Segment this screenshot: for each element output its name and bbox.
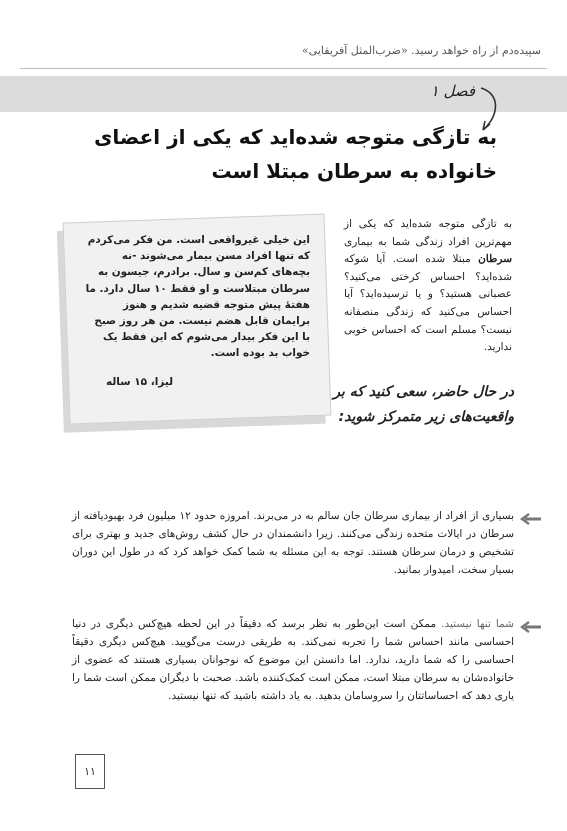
bullet-item	[72, 615, 514, 705]
epigraph: سپیده‌دم از راه خواهد رسید. «ضرب‌المثل آفریقایی»	[301, 44, 541, 57]
quote-signature: لیزا، ۱۵ ساله	[106, 376, 174, 388]
page-number: ۱۱	[75, 754, 105, 789]
arrow-left-icon	[520, 513, 542, 525]
intro-after: مبتلا شده است. آیا شوکه شده‌اید؟ احساس کرختی می‌کنید؟ عصبانی هستید؟ و یا ترسیده‌اید؟ آیا احساس می‌کنید که زندگی منصفانه نیست؟ مسلم است که احساس خوبی ندارید.	[344, 253, 512, 354]
bullet-text: بسیاری از افراد از بیماری سرطان جان سالم به در می‌برند. امروزه حدود ۱۲ میلیون فرد بهبودیافته از سرطان در ایالات متحده زندگی می‌کنند. زیرا دانشمندان در حال کشف روش‌های جدید و بهتری برای تشخیص و درمان سرطان هستند. توجه به این مسئله به شما کمک خواهد کرد که در طول این دوران بسیار سخت، امیدوار بمانید.	[72, 510, 514, 576]
intro-bold: سرطان	[478, 253, 512, 266]
header-rule	[20, 68, 547, 69]
intro-before: به تازگی متوجه شده‌اید که یکی از مهم‌ترین افراد زندگی شما به بیماری	[344, 218, 512, 248]
bullet-lead: شما تنها نیستید.	[441, 618, 514, 630]
quote-text: این خیلی غیرواقعی است. من فکر می‌کردم که تنها افراد مسن بیمار می‌شوند -نه بچه‌های کم‌سن و سال. برادرم، جیسون به سرطان مبتلاست و او فقط ۱۰ سال دارد. ما هفتهٔ پیش متوجه قضیه شدیم و هنوز برایمان قابل هضم نیست. من هر روز صبح با این فکر بیدار می‌شوم که این فقط یک خواب بد بوده است.	[85, 234, 310, 360]
arrow-left-icon	[520, 621, 542, 633]
bullet-text: ممکن است این‌طور به نظر برسد که دقیقاً در این لحظه هیچ‌کس دیگری در دنیا احساسی مانند احساس شما را تجربه نمی‌کند. به طریقی درست می‌گویید. هیچ‌کس دیگری دقیقاً احساسی را که شما دارید، ندارد. اما دانستن این موضوع که نوجوانان بسیاری هستند که عضوی از خانواده‌شان به سرطان مبتلا است، ممکن است کمک‌کننده باشد. صحبت با دیگران ممکن است شما را یاری دهد که احساساتتان را سروسامان بدهید. به یاد داشته باشید که تنها نیستید.	[72, 618, 514, 702]
bullet-item	[72, 507, 514, 579]
chapter-label: فصل ۱	[430, 82, 475, 100]
intro-paragraph	[344, 216, 512, 357]
chapter-title: به تازگی متوجه شده‌اید که یکی از اعضای خانواده به سرطان مبتلا است	[94, 125, 497, 183]
subheading: در حال حاضر، سعی کنید که بر واقعیت‌های زیر متمرکز شوید:	[333, 384, 514, 425]
